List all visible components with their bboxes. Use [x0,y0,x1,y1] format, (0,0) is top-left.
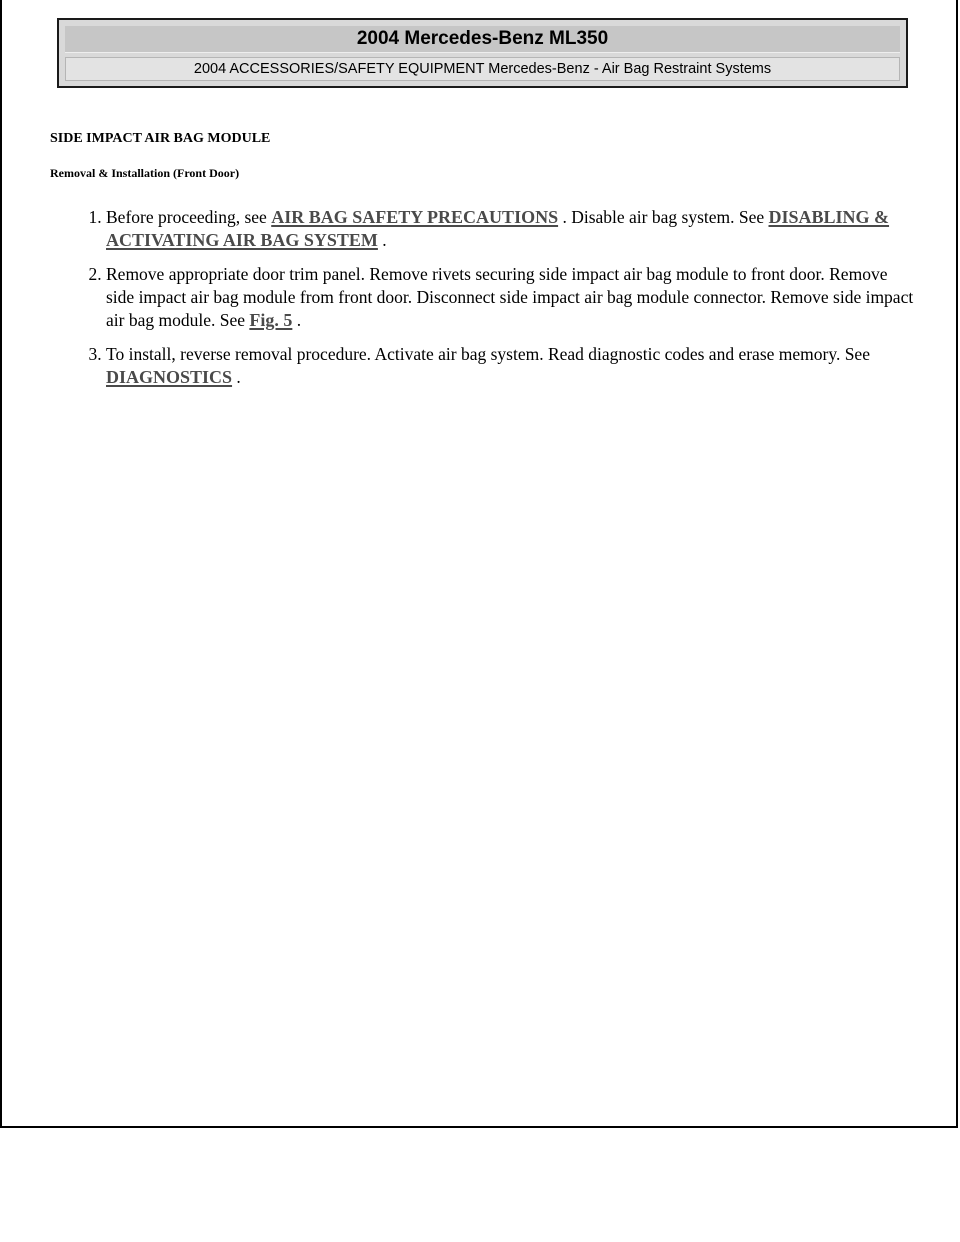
header-title: 2004 Mercedes-Benz ML350 [65,26,900,53]
procedure-steps [70,206,920,400]
link-disabling-activating-air-bag-system[interactable]: DISABLING & ACTIVATING AIR BAG SYSTEM [106,207,890,250]
step-text: Remove appropriate door trim panel. Remove rivets securing side impact air bag module to front door. Remove side impact air bag module from front door. Disconnect side impact air bag module connector. Remove side impact air bag module. See [106,264,914,330]
page-border-bottom [0,1126,958,1128]
step-3 [106,343,920,389]
step-text: . [377,230,387,250]
step-text: . [292,310,302,330]
step-text: . [232,367,241,387]
step-text: To install, reverse removal procedure. Activate air bag system. Read diagnostic codes and erase memory. See [106,344,870,364]
header-subtitle: 2004 ACCESSORIES/SAFETY EQUIPMENT Mercedes-Benz - Air Bag Restraint Systems [65,57,900,81]
link-air-bag-safety-precautions[interactable]: AIR BAG SAFETY PRECAUTIONS [271,207,559,227]
step-2 [106,263,920,332]
step-text: Before proceeding, see [106,207,272,227]
step-1 [106,206,920,252]
section-subtitle: Removal & Installation (Front Door) [50,166,240,180]
link-diagnostics[interactable]: DIAGNOSTICS [106,367,233,387]
page-border-right [956,0,958,1128]
document-header [57,18,908,88]
page-border-left [0,0,2,1128]
link-fig-5[interactable]: Fig. 5 [249,310,293,330]
section-title: SIDE IMPACT AIR BAG MODULE [50,131,271,146]
step-text: . Disable air bag system. See [558,207,769,227]
